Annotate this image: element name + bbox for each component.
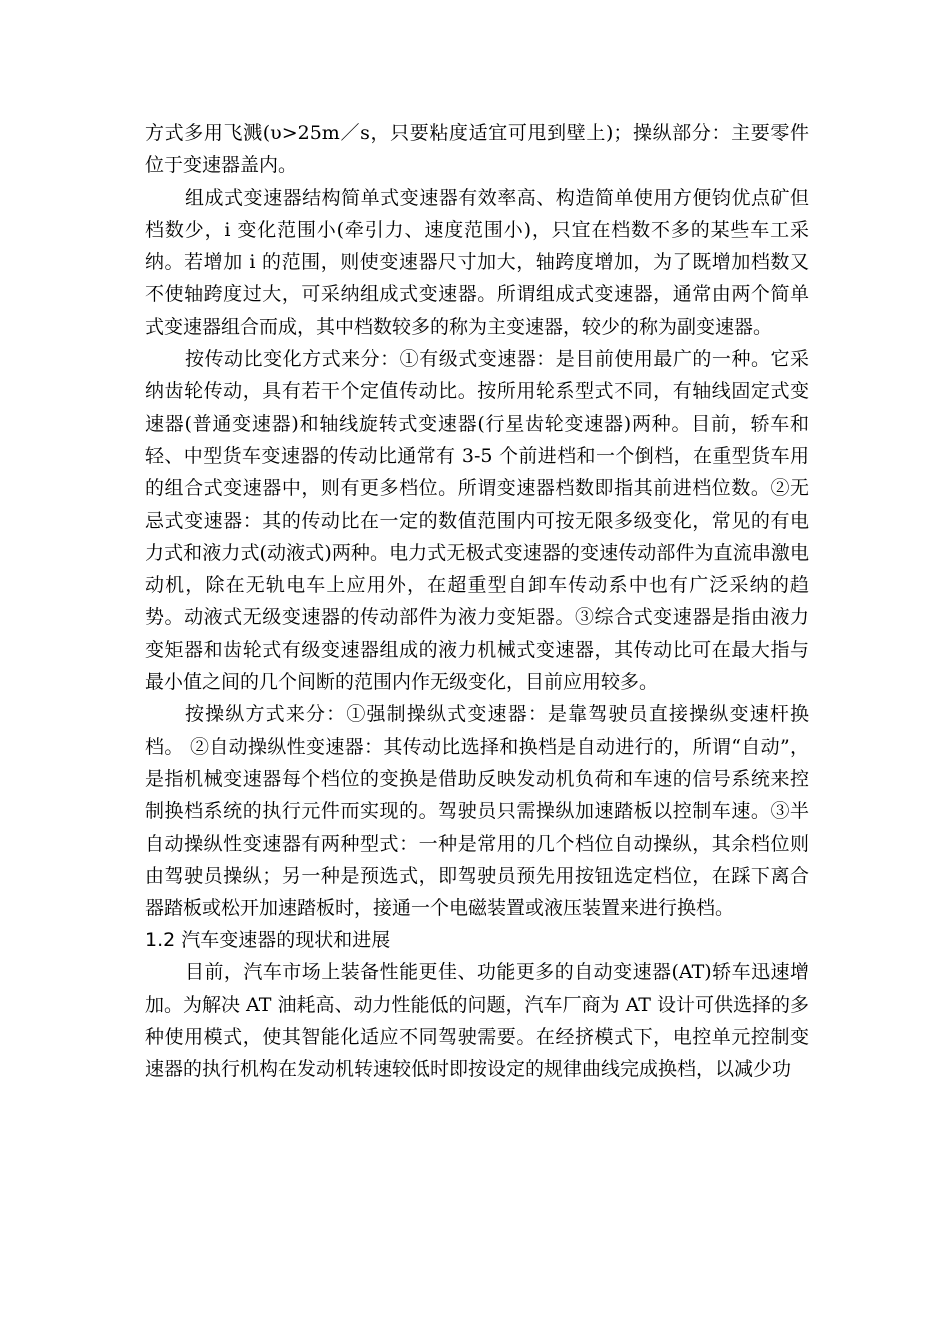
section-heading: 1.2 汽车变速器的现状和进展 [145, 929, 391, 952]
paragraph-control-classification: 按操纵方式来分：①强制操纵式变速器：是靠驾驶员直接操纵变速杆换档。 ②自动操纵性变速器：其传动比选择和换档是自动进行的，所谓“自动”，是指机械变速器每个档位的变换是借助反映发动机负荷和车速的信号系统来控制换档系统的执行元件而实现的。驾驶员只需操纵加速踏板以控制车速。③半自动操纵性变速器有两种型式：一种是常用的几个档位自动操纵，其余档位则由驾驶员操纵；另一种是预选式，即驾驶员预先用按钮选定档位，在踩下离合器踏板或松开加速踏板时，接通一个电磁装置或液压装置来进行换档。 [145, 703, 809, 920]
document-body [145, 117, 809, 1086]
paragraph-ratio-classification: 按传动比变化方式来分：①有级式变速器：是目前使用最广的一种。它采纳齿轮传动，具有若干个定值传动比。按所用轮系型式不同，有轴线固定式变速器(普通变速器)和轴线旋转式变速器(行星齿轮变速器)两种。目前，轿车和轻、中型货车变速器的传动比通常有 3-5 个前进档和一个倒档，在重型货车用的组合式变速器中，则有更多档位。所谓变速器档数即指其前进档位数。②无忌式变速器：其的传动比在一定的数值范围内可按无限多级变化，常见的有电力式和液力式(动液式)两种。电力式无极式变速器的变速传动部件为直流串激电动机，除在无轨电车上应用外，在超重型自卸车传动系中也有广泛采纳的趋势。动液式无级变速器的传动部件为液力变矩器。③综合式变速器是指由液力变矩器和齿轮式有级变速器组成的液力机械式变速器，其传动比可在最大指与最小值之间的几个间断的范围内作无级变化，目前应用较多。 [145, 348, 809, 694]
paragraph-lubrication: 方式多用飞溅(υ>25m／s，只要粘度适宜可甩到壁上)；操纵部分：主要零件位于变速器盖内。 [145, 122, 809, 177]
paragraph-current-status: 目前，汽车市场上装备性能更佳、功能更多的自动变速器(AT)轿车迅速增加。为解决 AT 油耗高、动力性能低的问题，汽车厂商为 AT 设计可供选择的多种使用模式，使其智能化适应不同驾驶需要。在经挤模式下，电控单元控制变速器的执行机构在发动机转速较低时即按设定的规律曲线完成换档，以减少功 [145, 961, 809, 1081]
paragraph-compound-gearbox: 组成式变速器结构简单式变速器有效率高、构造简单使用方便钧优点矿但档数少，i 变化范围小(牵引力、速度范围小)，只宜在档数不多的某些车工采纳。若增加 i 的范围，则使变速器尺寸加大，轴跨度增加，为了既增加档数又不使轴跨度过大，可采纳组成式变速器。所谓组成式变速器，通常由两个简单式变速器组合而成，其中档数较多的称为主变速器，较少的称为副变速器。 [145, 186, 809, 338]
